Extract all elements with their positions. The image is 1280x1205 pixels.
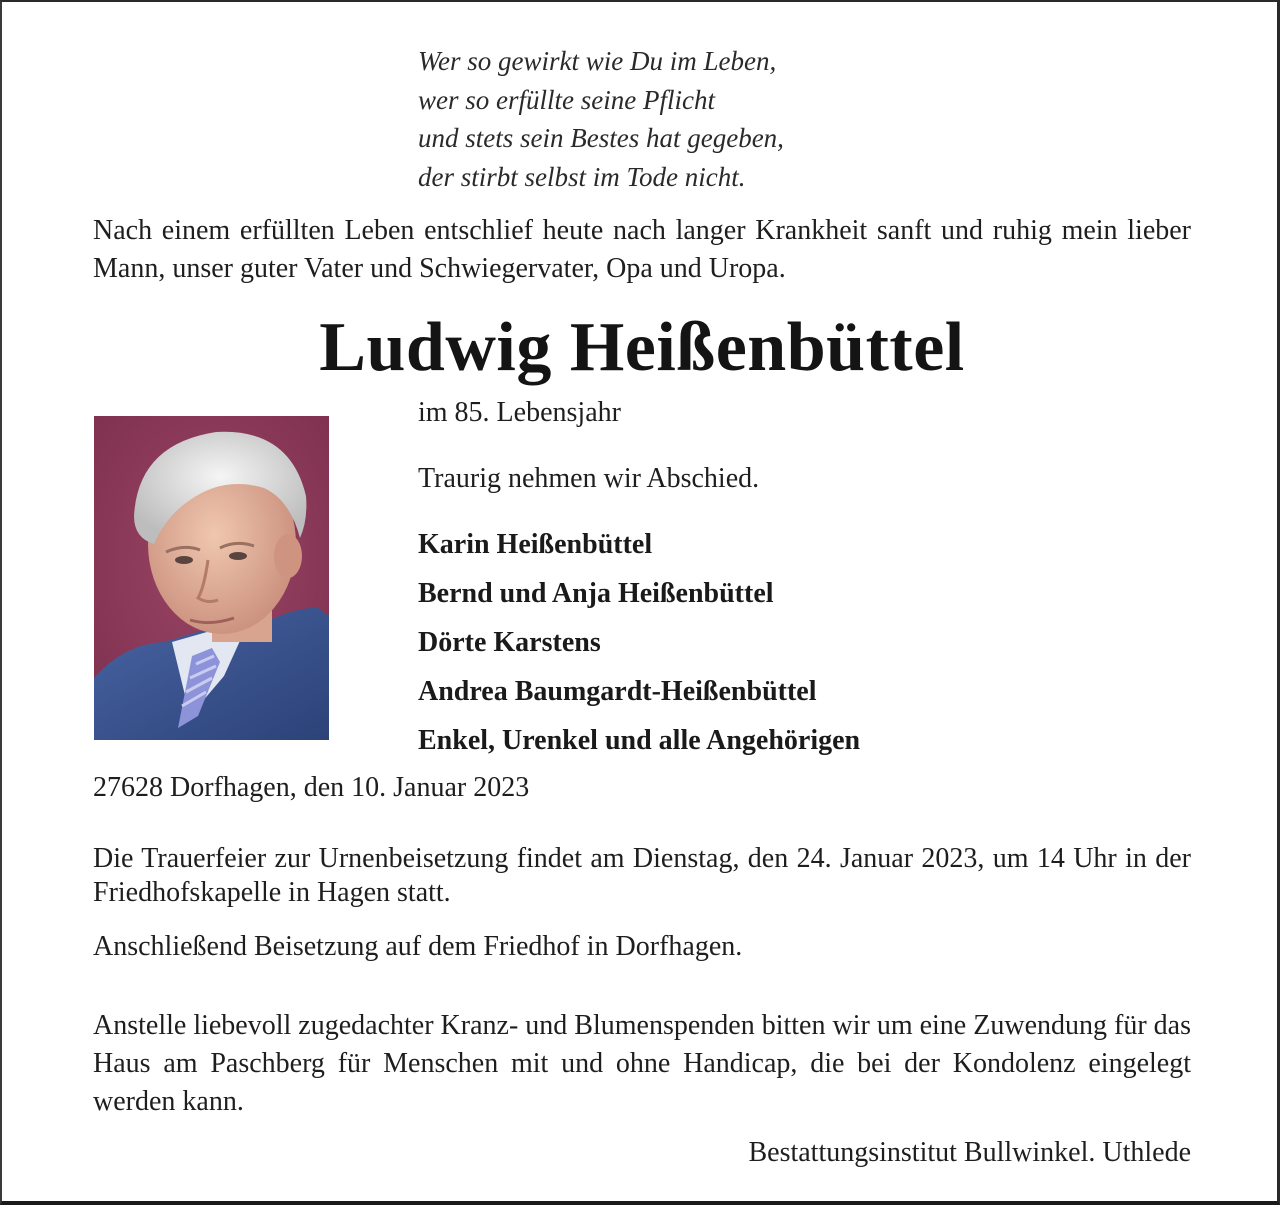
funeral-service-text: Die Trauerfeier zur Urnenbeisetzung findet am Dienstag, den 24. Januar 2023, um 14 Uhr in der Friedhofskapelle in Hagen statt. [93, 843, 1191, 908]
poem-line: Wer so gewirkt wie Du im Leben, [418, 46, 777, 76]
farewell-text: Traurig nehmen wir Abschied. [418, 463, 760, 494]
intro-text: Nach einem erfüllten Leben entschlief heute nach langer Krankheit sanft und ruhig mein lieber Mann, unser guter Vater und Schwiegervater, Opa und Uropa. [93, 215, 1191, 284]
mourner-name: Karin Heißenbüttel [418, 529, 653, 560]
undertaker-name: Bestattungsinstitut Bullwinkel. Uthlede [748, 1137, 1191, 1168]
poem-line: wer so erfüllte seine Pflicht [418, 84, 715, 115]
place-date: 27628 Dorfhagen, den 10. Januar 2023 [93, 772, 530, 803]
mourner-name: Enkel, Urenkel und alle Angehörigen [418, 725, 861, 756]
poem-line: und stets sein Bestes hat gegeben, [418, 123, 784, 153]
mourner-name: Dörte Karstens [418, 627, 601, 658]
age-line: im 85. Lebensjahr [418, 397, 621, 428]
mourners-list [418, 520, 860, 765]
mourner-name: Bernd und Anja Heißenbüttel [418, 578, 774, 609]
deceased-name: Ludwig Heißenbüttel [319, 309, 965, 386]
mourner-name: Andrea Baumgardt-Heißenbüttel [418, 676, 817, 707]
poem-line: der stirbt selbst im Tode nicht. [418, 161, 746, 192]
portrait-photo [94, 416, 329, 740]
burial-text: Anschließend Beisetzung auf dem Friedhof in Dorfhagen. [93, 931, 743, 962]
donation-text: Anstelle liebevoll zugedachter Kranz- und Blumenspenden bitten wir um eine Zuwendung für das Haus am Paschberg für Menschen mit und ohne Handicap, die bei der Kondolenz eingelegt werden kann. [93, 1010, 1191, 1117]
memorial-poem [418, 42, 1118, 196]
